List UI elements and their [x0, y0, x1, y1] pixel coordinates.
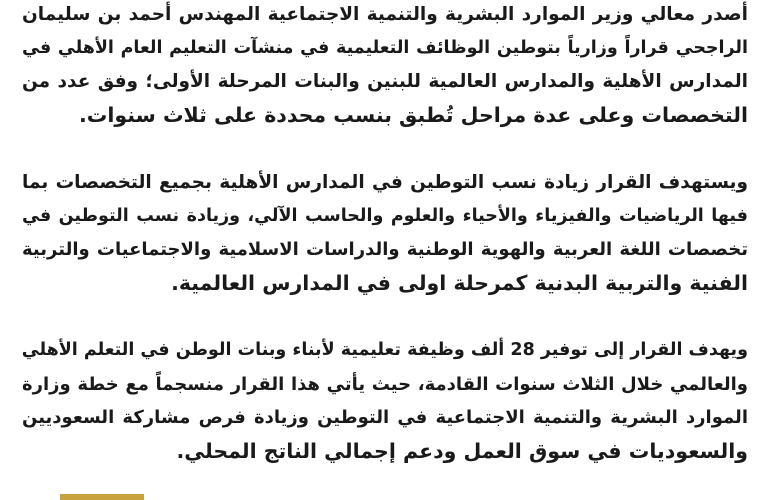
paragraph-goals: [22, 334, 748, 468]
article-body: [22, 0, 748, 468]
text-line: تخصصات اللغة العربية والهوية الوطنية والدراسات الاسلامية والاجتماعيات والتربية: [22, 239, 748, 260]
text-line: ويهدف القرار إلى توفير 28 ألف وظيفة تعليمية لأبناء وبنات الوطن في التعلم الأهلي: [22, 340, 748, 360]
text-line: الفنية والتربية البدنية كمرحلة اولى في المدارس العالمية.: [171, 270, 748, 295]
text-line: والسعوديات في سوق العمل ودعم إجمالي الناتج المحلي.: [176, 438, 748, 463]
text-line: التخصصات وعلى عدة مراحل تُطبق بنسب محددة على ثلاث سنوات.: [79, 102, 748, 127]
paragraph-gap: [22, 300, 748, 334]
text-line: المدارس الأهلية والمدارس العالمية للبنين والبنات المرحلة الأولى؛ وفق عدد من: [22, 71, 748, 92]
paragraph-targets: [22, 166, 748, 300]
paragraph-gap: [22, 132, 748, 166]
text-line: الراجحي قراراً وزارياً بتوطين الوظائف التعليمية في منشآت التعليم العام الأهلي في: [22, 37, 748, 58]
text-line: فيها الرياضيات والفيزياء والأحياء والعلوم والحاسب الآلي، وزيادة نسب التوطين في: [22, 205, 748, 226]
text-line: والعالمي خلال الثلاث سنوات القادمة، حيث يأتي هذا القرار منسجماً مع خطة وزارة: [22, 373, 748, 395]
accent-bar: [60, 494, 144, 500]
paragraph-decision: [22, 0, 748, 132]
text-line: ويستهدف القرار زيادة نسب التوطين في المدارس الأهلية بجميع التخصصات بما: [22, 172, 748, 193]
text-line: الموارد البشرية والتنمية الاجتماعية في التوطين وزيادة فرص مشاركة السعوديين: [22, 407, 748, 428]
text-line: أصدر معالي وزير الموارد البشرية والتنمية الاجتماعية المهندس أحمد بن سليمان: [22, 4, 748, 25]
